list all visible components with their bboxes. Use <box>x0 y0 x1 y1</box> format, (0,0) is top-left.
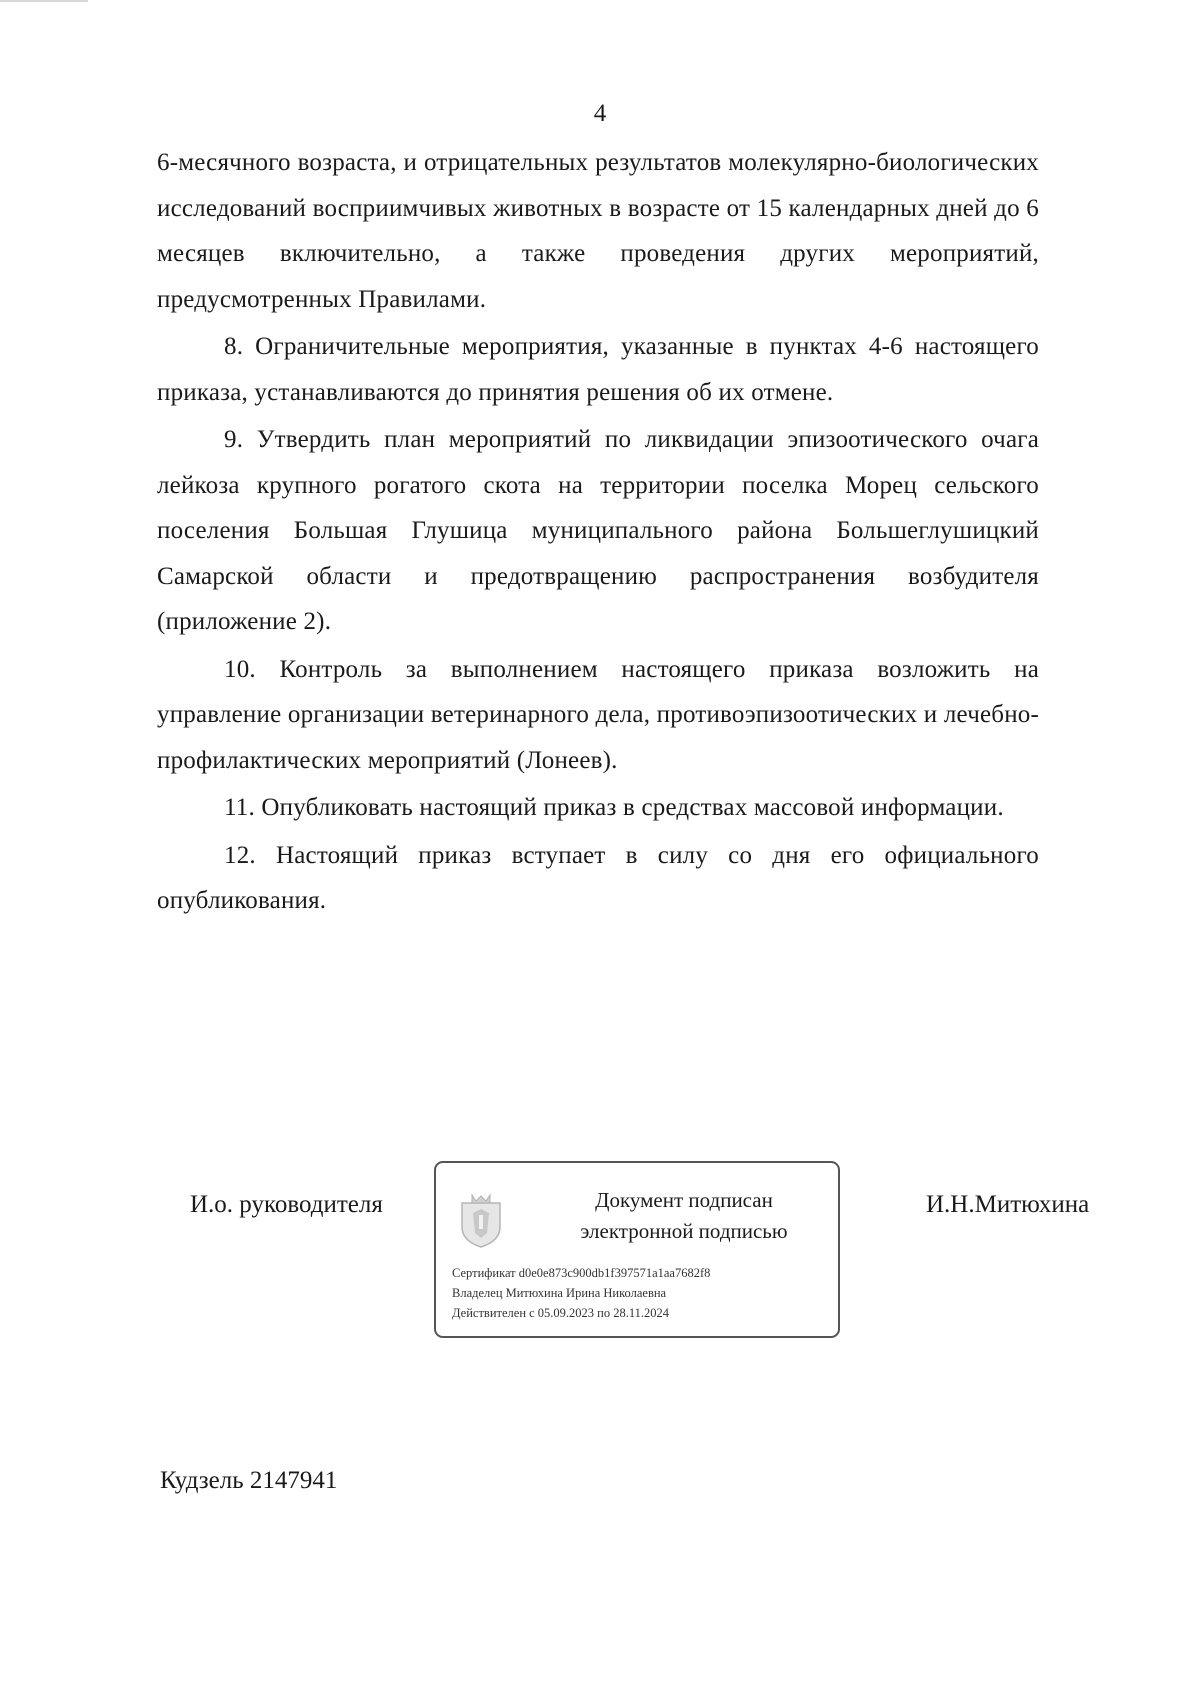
electronic-signature-stamp <box>434 1161 840 1338</box>
paragraph-11: 11. Опубликовать настоящий приказ в средствах массовой информации. <box>224 794 1004 821</box>
stamp-details <box>452 1263 832 1323</box>
signatory-role: И.о. руководителя <box>190 1191 383 1218</box>
scan-edge-mark <box>0 0 88 2</box>
signatory-name: И.Н.Митюхина <box>926 1191 1090 1218</box>
page-number: 4 <box>593 100 607 127</box>
document-body <box>157 140 1039 924</box>
paragraph-10: 10. Контроль за выполнением настоящего приказа возложить на управление организации ветеринарного дела, противоэпизоотических и лечебно-профилактических мероприятий (Лонеев). <box>157 655 1039 774</box>
executor-line: Кудзель 2147941 <box>160 1467 338 1494</box>
stamp-title-line2: электронной подписью <box>580 1219 788 1243</box>
stamp-certificate: Сертификат d0e0e873c900db1f397571a1aa7682f8 <box>452 1266 711 1280</box>
paragraph-12: 12. Настоящий приказ вступает в силу со дня его официального опубликования. <box>157 841 1039 914</box>
paragraph-9: 9. Утвердить план мероприятий по ликвидации эпизоотического очага лейкоза крупного рогатого скота на территории поселка Морец сельского поселения Большая Глушица муниципального района Большеглушицкий Самарской области и предотвращению распространения возбудителя (приложение 2). <box>157 426 1039 635</box>
paragraph-continuation: 6-месячного возраста, и отрицательных результатов молекулярно-биологических исследований восприимчивых животных в возрасте от 15 календарных дней до 6 месяцев включительно, а также проведения других мероприятий, предусмотренных Правилами. <box>157 149 1039 313</box>
stamp-title-line1: Документ подписан <box>595 1188 773 1212</box>
stamp-title <box>546 1185 822 1247</box>
samara-region-emblem-icon <box>458 1193 504 1249</box>
paragraph-8: 8. Ограничительные мероприятия, указанные в пунктах 4-6 настоящего приказа, устанавливаются до принятия решения об их отмене. <box>157 333 1039 406</box>
stamp-validity: Действителен с 05.09.2023 по 28.11.2024 <box>452 1306 670 1320</box>
stamp-owner: Владелец Митюхина Ирина Николаевна <box>452 1286 667 1300</box>
